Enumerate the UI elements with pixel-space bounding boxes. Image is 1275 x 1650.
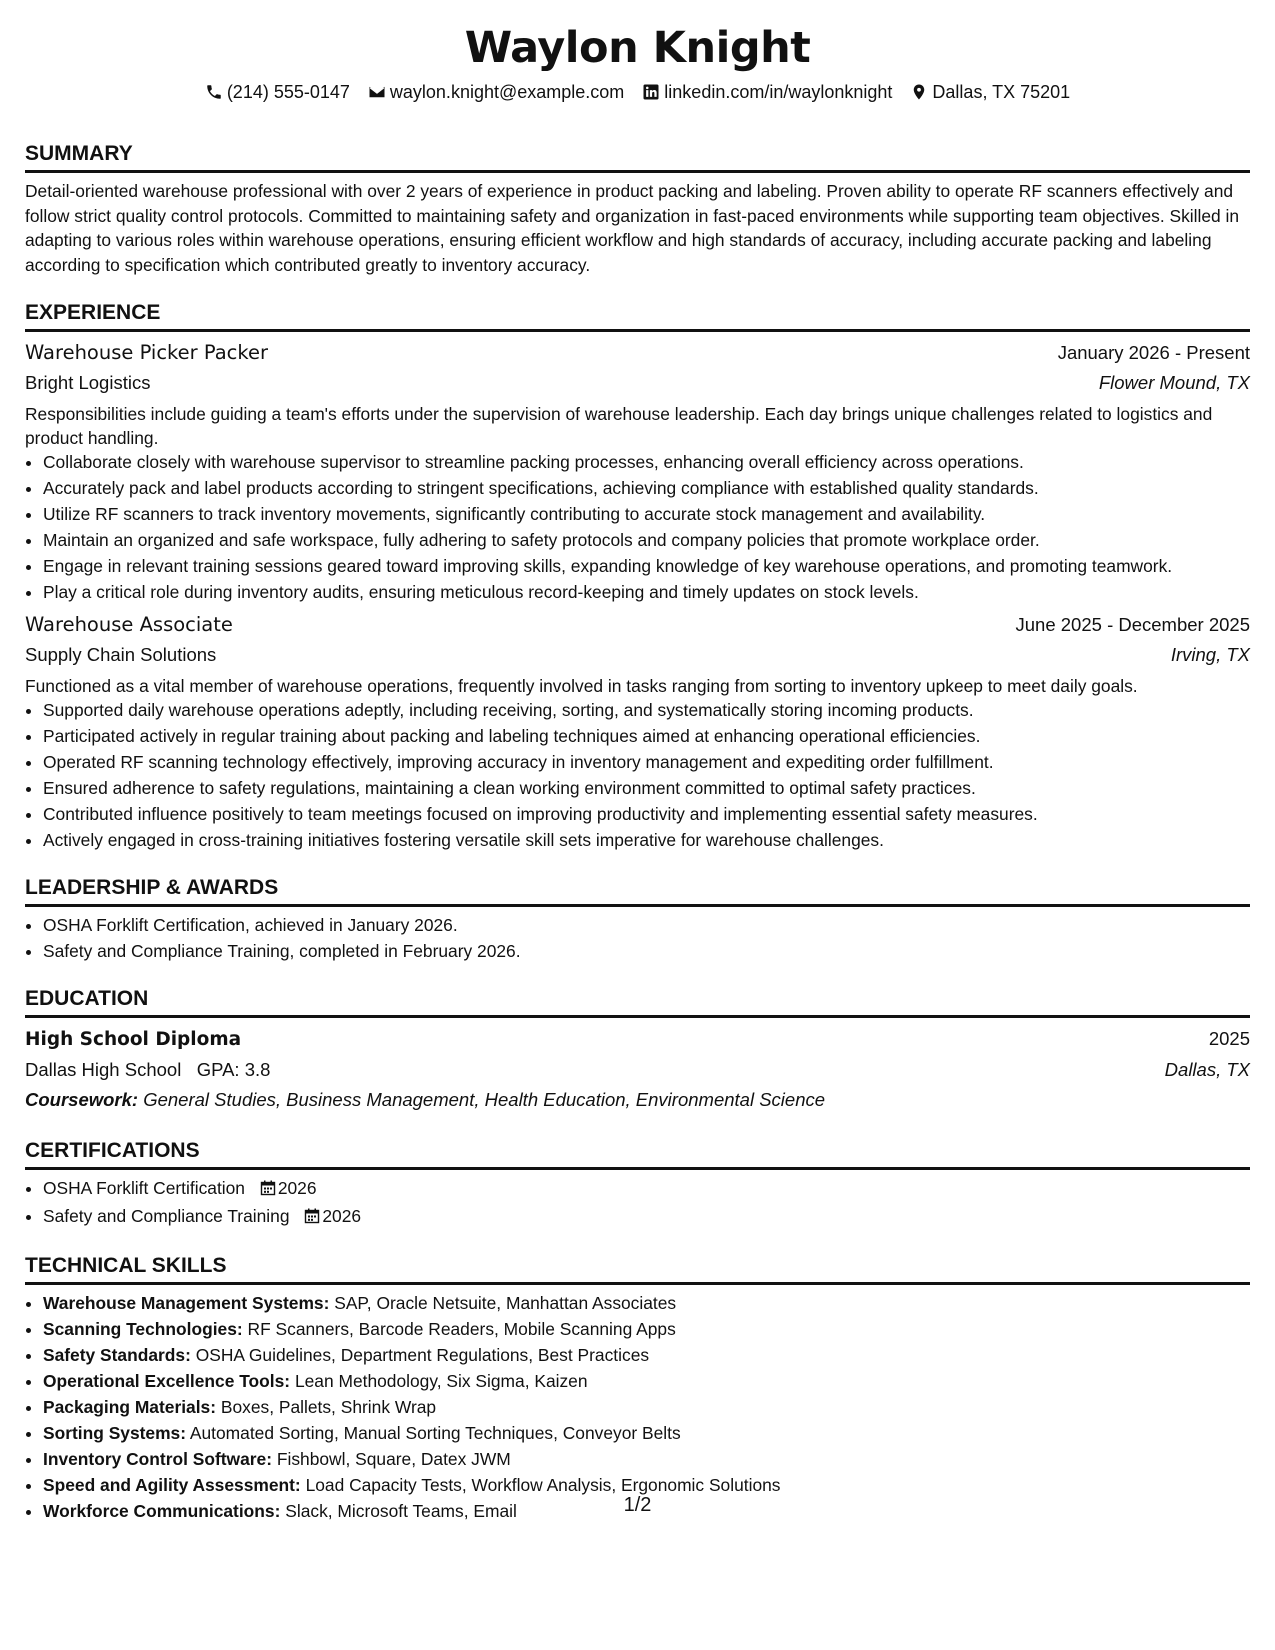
skill-label: Workforce Communications: — [43, 1501, 281, 1521]
list-item — [43, 1447, 1250, 1471]
list-item — [43, 1343, 1250, 1367]
skills-list — [25, 1291, 1250, 1523]
leadership-section — [25, 874, 1250, 963]
skill-value: Boxes, Pallets, Shrink Wrap — [220, 1397, 437, 1417]
job-location: Irving, TX — [1170, 644, 1250, 665]
skill-label: Warehouse Management Systems: — [43, 1293, 330, 1313]
linkedin-icon — [642, 83, 660, 101]
list-item: • Contributed influence positively to team meetings focused on improving productivity and implementing essential safety measures. — [43, 802, 1250, 826]
cert-name: Safety and Compliance Training — [43, 1206, 290, 1226]
skill-label: Speed and Agility Assessment: — [43, 1475, 301, 1495]
list-item: • Maintain an organized and safe workspace, fully adhering to safety protocols and company policies that promote workplace order. — [43, 528, 1250, 552]
coursework-label: Coursework: — [25, 1089, 139, 1110]
skill-value: Load Capacity Tests, Workflow Analysis, Ergonomic Solutions — [305, 1475, 781, 1495]
education-section — [25, 985, 1250, 1115]
list-item: • Engage in relevant training sessions geared toward improving skills, expanding knowledge of key warehouse operations, and promoting teamwork. — [43, 554, 1250, 578]
phone-icon — [205, 83, 223, 101]
list-item — [43, 1395, 1250, 1419]
job-entry — [25, 338, 1250, 604]
list-item — [43, 1317, 1250, 1341]
summary-section — [25, 140, 1250, 277]
school-line — [25, 1055, 270, 1085]
skill-label: Scanning Technologies: — [43, 1319, 243, 1339]
section-title-certifications: CERTIFICATIONS — [25, 1137, 1250, 1170]
contact-bar — [25, 80, 1250, 104]
job-dates: June 2025 - December 2025 — [1015, 614, 1250, 635]
coursework-line — [25, 1085, 1250, 1115]
list-item — [43, 1176, 1250, 1202]
certifications-section — [25, 1137, 1250, 1230]
job-bullets — [25, 450, 1250, 604]
skills-section — [25, 1252, 1250, 1523]
map-pin-icon — [910, 83, 928, 101]
list-item: • Participated actively in regular training about packing and labeling techniques aimed at enhancing operational efficiencies. — [43, 724, 1250, 748]
skill-label: Inventory Control Software: — [43, 1449, 272, 1469]
coursework-text: General Studies, Business Management, Health Education, Environmental Science — [143, 1089, 826, 1110]
email-text: waylon.knight@example.com — [389, 82, 625, 102]
linkedin-text: linkedin.com/in/waylonknight — [664, 82, 893, 102]
skill-value: Lean Methodology, Six Sigma, Kaizen — [294, 1371, 588, 1391]
job-title: Warehouse Picker Packer — [25, 341, 269, 364]
job-description: Functioned as a vital member of warehouse operations, frequently involved in tasks ranging from sorting to inventory upkeep to meet daily goals. — [25, 676, 1138, 696]
skill-value: OSHA Guidelines, Department Regulations, Best Practices — [195, 1345, 650, 1365]
school-location: Dallas, TX — [1164, 1059, 1250, 1080]
section-title-education: EDUCATION — [25, 985, 1250, 1018]
skill-value: Slack, Microsoft Teams, Email — [285, 1501, 517, 1521]
contact-location — [910, 80, 1070, 104]
cert-year: 2026 — [322, 1206, 362, 1226]
skill-value: SAP, Oracle Netsuite, Manhattan Associates — [334, 1293, 677, 1313]
skill-label: Operational Excellence Tools: — [43, 1371, 291, 1391]
list-item: • Ensured adherence to safety regulations, maintaining a clean working environment committed to optimal safety practices. — [43, 776, 1250, 800]
list-item: • Supported daily warehouse operations adeptly, including receiving, sorting, and systematically storing incoming products. — [43, 698, 1250, 722]
section-title-experience: EXPERIENCE — [25, 299, 1250, 332]
job-bullets — [25, 698, 1250, 852]
list-item: • Utilize RF scanners to track inventory movements, significantly contributing to accurate stock management and availability. — [43, 502, 1250, 526]
envelope-icon — [368, 83, 386, 101]
location-text: Dallas, TX 75201 — [932, 82, 1071, 102]
list-item: • Play a critical role during inventory audits, ensuring meticulous record-keeping and timely updates on stock levels. — [43, 580, 1250, 604]
skill-value: Automated Sorting, Manual Sorting Techniques, Conveyor Belts — [189, 1423, 681, 1443]
skill-label: Safety Standards: — [43, 1345, 191, 1365]
certifications-list — [25, 1176, 1250, 1230]
section-title-skills: TECHNICAL SKILLS — [25, 1252, 1250, 1285]
school-name: Dallas High School — [25, 1059, 182, 1080]
list-item — [43, 1369, 1250, 1393]
list-item — [43, 1421, 1250, 1445]
job-description: Responsibilities include guiding a team's efforts under the supervision of warehouse leadership. Each day brings unique challenges related to logistics and product handling. — [25, 404, 1213, 448]
calendar-icon — [260, 1178, 276, 1202]
skill-value: Fishbowl, Square, Datex JWM — [276, 1449, 511, 1469]
skill-value: RF Scanners, Barcode Readers, Mobile Scanning Apps — [247, 1319, 676, 1339]
experience-section — [25, 299, 1250, 852]
list-item: • Actively engaged in cross-training initiatives fostering versatile skill sets imperative for warehouse challenges. — [43, 828, 1250, 852]
job-dates: January 2026 - Present — [1057, 342, 1250, 363]
job-title: Warehouse Associate — [25, 613, 233, 636]
skill-label: Sorting Systems: — [43, 1423, 187, 1443]
list-item: • Safety and Compliance Training, completed in February 2026. — [43, 939, 1250, 963]
job-location: Flower Mound, TX — [1098, 372, 1250, 393]
section-title-leadership: LEADERSHIP & AWARDS — [25, 874, 1250, 907]
job-entry — [25, 610, 1250, 852]
job-company: Bright Logistics — [25, 372, 151, 393]
skill-label: Packaging Materials: — [43, 1397, 217, 1417]
page-number: 1/2 — [623, 1494, 652, 1516]
candidate-name: Waylon Knight — [464, 23, 811, 73]
graduation-year: 2025 — [1208, 1028, 1250, 1049]
gpa: GPA: 3.8 — [196, 1059, 271, 1080]
list-item: • OSHA Forklift Certification, achieved in January 2026. — [43, 913, 1250, 937]
contact-phone[interactable] — [205, 80, 350, 104]
list-item — [43, 1291, 1250, 1315]
leadership-list — [25, 913, 1250, 963]
summary-text: Detail-oriented warehouse professional with over 2 years of experience in product packing and labeling. Proven ability to operate RF scanners effectively and follow strict quality control protocols. Committed to maintaining safety and organization in fast-paced environments while supporting team objectives. Skilled in adapting to various roles within warehouse operations, ensuring efficient workflow and high standards of accuracy, including accurate packing and labeling according to specification which contributed greatly to inventory accuracy. — [25, 181, 1240, 275]
cert-year: 2026 — [277, 1178, 317, 1198]
list-item — [43, 1204, 1250, 1230]
contact-linkedin[interactable] — [642, 80, 892, 104]
cert-name: OSHA Forklift Certification — [43, 1178, 245, 1198]
degree: High School Diploma — [25, 1029, 242, 1050]
list-item: • Collaborate closely with warehouse supervisor to streamline packing processes, enhancing overall efficiency across operations. — [43, 450, 1250, 474]
phone-text: (214) 555-0147 — [226, 82, 350, 102]
contact-email[interactable] — [368, 80, 624, 104]
job-company: Supply Chain Solutions — [25, 644, 217, 665]
calendar-icon — [304, 1206, 320, 1230]
section-title-summary: SUMMARY — [25, 140, 1250, 173]
list-item: • Accurately pack and label products according to stringent specifications, achieving compliance with established quality standards. — [43, 476, 1250, 500]
list-item: • Operated RF scanning technology effectively, improving accuracy in inventory management and expediting order fulfillment. — [43, 750, 1250, 774]
